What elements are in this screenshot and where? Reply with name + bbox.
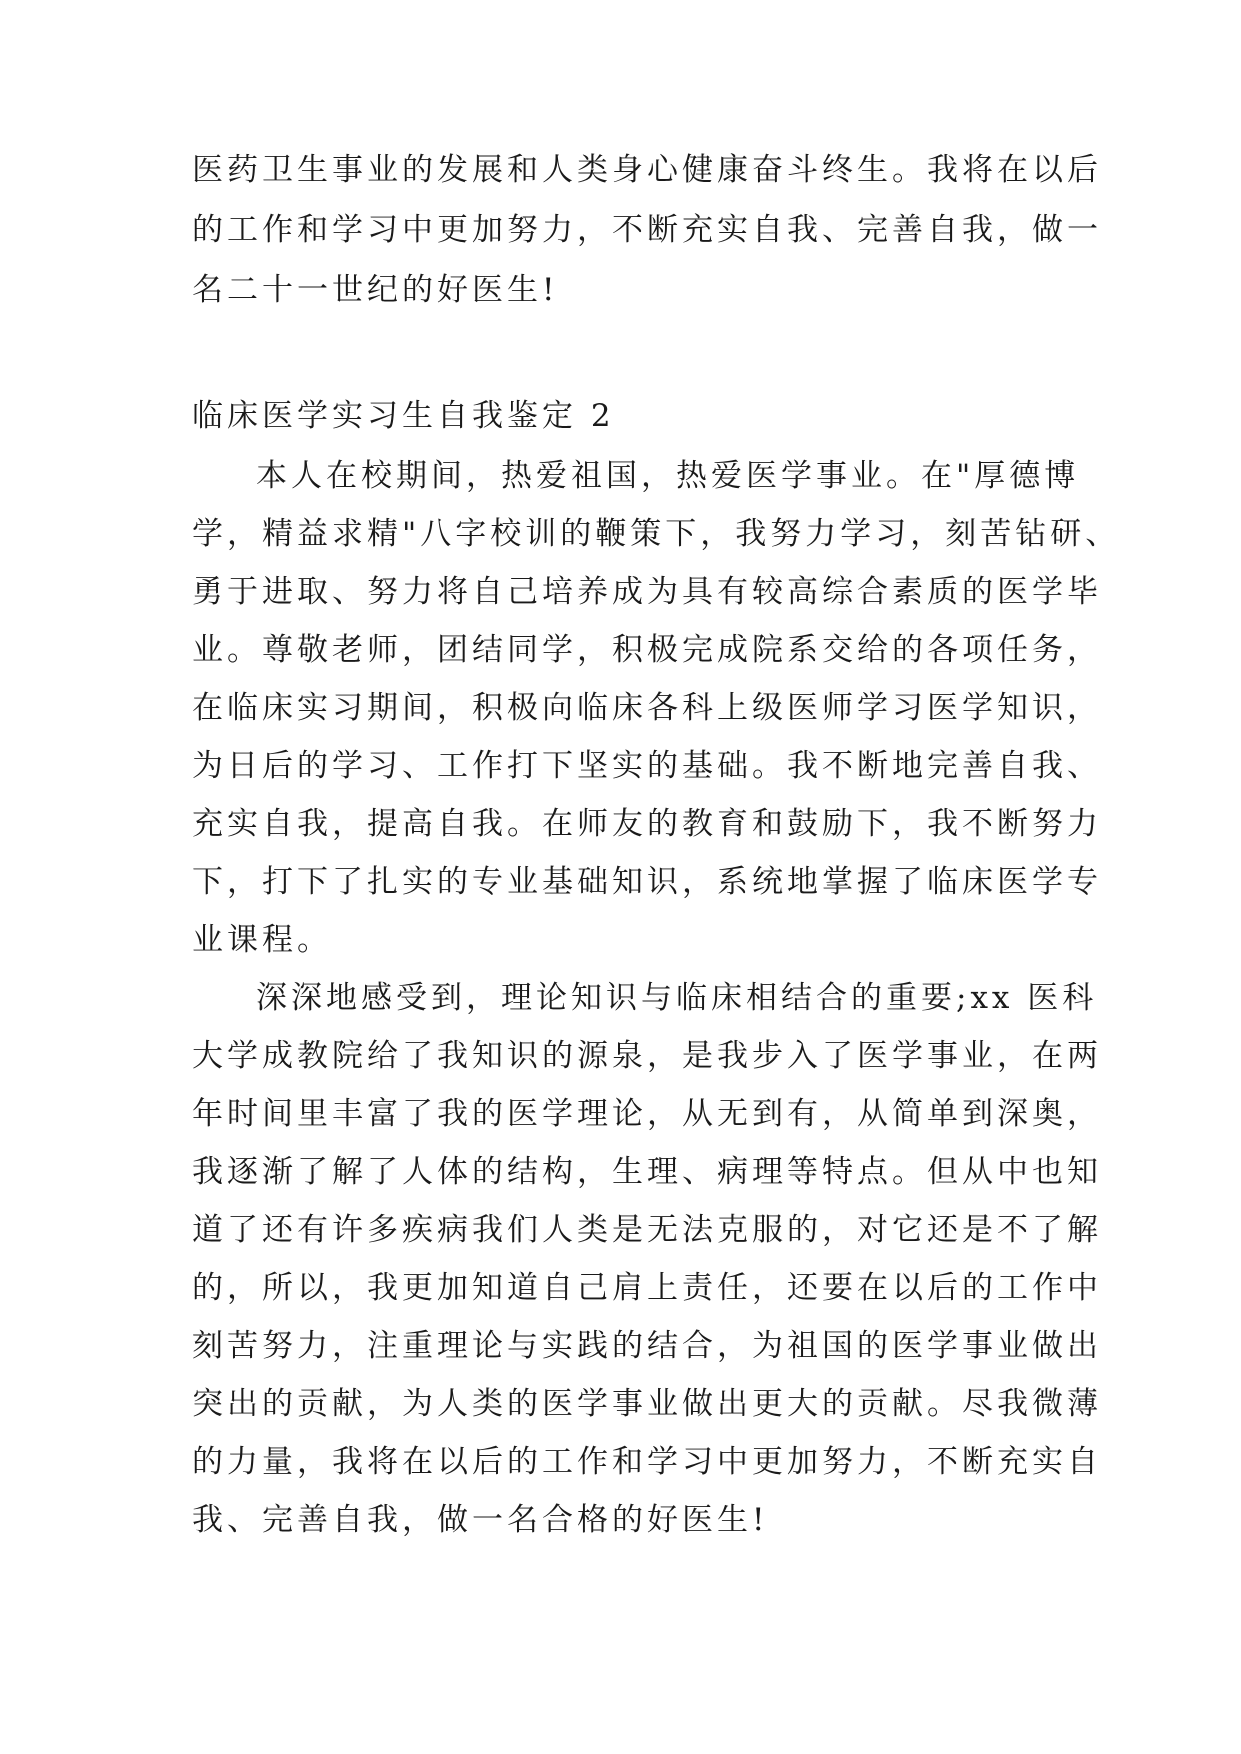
paragraph-1-line-1: 医药卫生事业的发展和人类身心健康奋斗终生。我将在以后	[192, 152, 1102, 188]
paragraph-2-line-7: 充实自我，提高自我。在师友的教育和鼓励下，我不断努力	[192, 806, 1102, 842]
paragraph-3-line-8: 突出的贡献，为人类的医学事业做出更大的贡献。尽我微薄	[192, 1386, 1102, 1422]
paragraph-3-line-5: 道了还有许多疾病我们人类是无法克服的，对它还是不了解	[192, 1212, 1102, 1248]
paragraph-3-line-10: 我、完善自我，做一名合格的好医生!	[192, 1502, 769, 1538]
paragraph-2-line-9: 业课程。	[192, 922, 332, 958]
paragraph-2-line-8: 下，打下了扎实的专业基础知识，系统地掌握了临床医学专	[192, 864, 1102, 900]
paragraph-2-line-6: 为日后的学习、工作打下坚实的基础。我不断地完善自我、	[192, 748, 1102, 784]
paragraph-3-line-2: 大学成教院给了我知识的源泉，是我步入了医学事业，在两	[192, 1038, 1102, 1074]
paragraph-3-line-4: 我逐渐了解了人体的结构，生理、病理等特点。但从中也知	[192, 1154, 1102, 1190]
paragraph-2-line-3: 勇于进取、努力将自己培养成为具有较高综合素质的医学毕	[192, 574, 1102, 610]
paragraph-3-line-7: 刻苦努力，注重理论与实践的结合，为祖国的医学事业做出	[192, 1328, 1102, 1364]
paragraph-2-line-5: 在临床实习期间，积极向临床各科上级医师学习医学知识，	[192, 690, 1102, 726]
paragraph-2-line-4: 业。尊敬老师，团结同学，积极完成院系交给的各项任务，	[192, 632, 1102, 668]
paragraph-1-line-2: 的工作和学习中更加努力，不断充实自我、完善自我，做一	[192, 212, 1102, 248]
paragraph-3-line-3: 年时间里丰富了我的医学理论，从无到有，从简单到深奥，	[192, 1096, 1102, 1132]
paragraph-3-line-1: 深深地感受到，理论知识与临床相结合的重要;xx 医科	[256, 980, 1098, 1016]
paragraph-2-line-2: 学，精益求精"八字校训的鞭策下，我努力学习，刻苦钻研、	[192, 516, 1121, 552]
paragraph-2-line-1: 本人在校期间，热爱祖国，热爱医学事业。在"厚德博	[256, 458, 1080, 494]
paragraph-3-line-9: 的力量，我将在以后的工作和学习中更加努力，不断充实自	[192, 1444, 1102, 1480]
paragraph-1-line-3: 名二十一世纪的好医生!	[192, 272, 559, 308]
paragraph-3-line-6: 的，所以，我更加知道自己肩上责任，还要在以后的工作中	[192, 1270, 1102, 1306]
section-title: 临床医学实习生自我鉴定 2	[192, 398, 615, 434]
